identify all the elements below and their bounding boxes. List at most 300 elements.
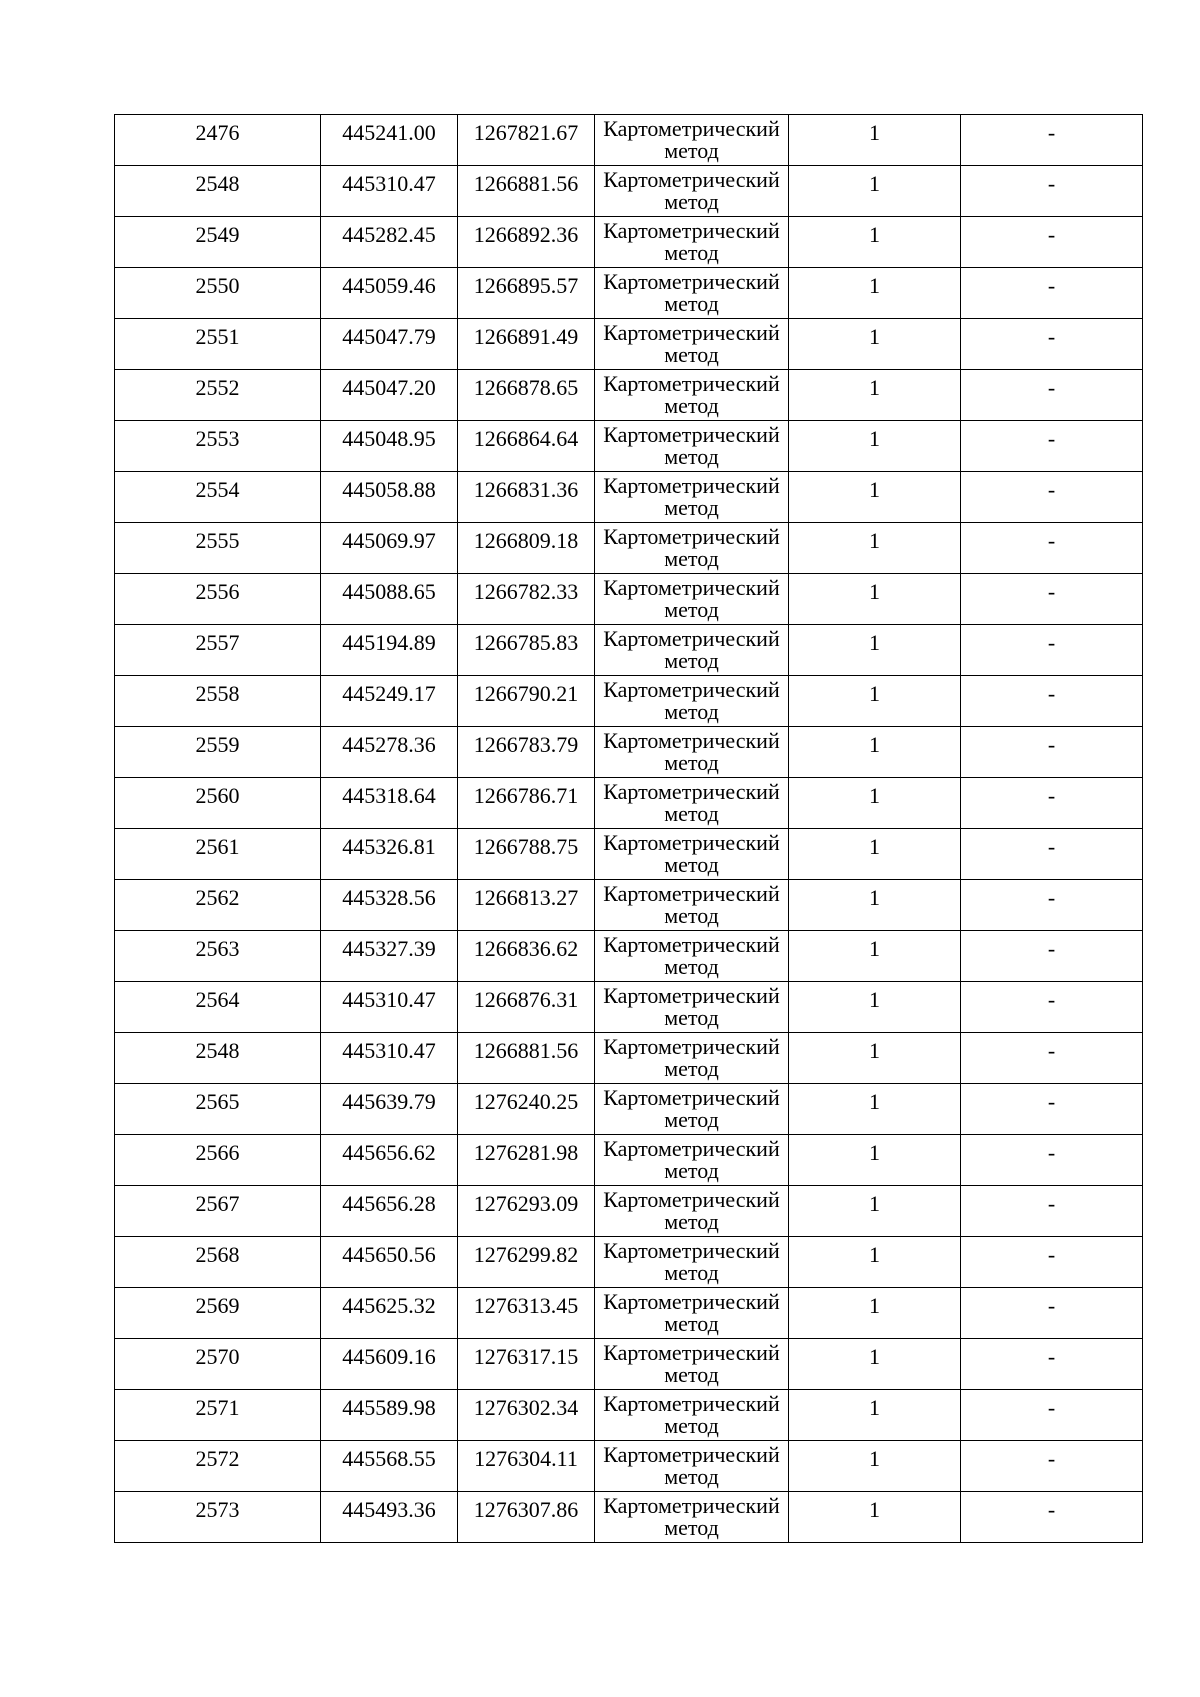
method-line-1: Картометрический	[603, 218, 780, 243]
note-cell-value: -	[1047, 1038, 1056, 1063]
x-coordinate-cell-value: 445047.20	[342, 375, 436, 400]
note-cell-value: -	[1047, 1191, 1056, 1216]
accuracy-cell-value: 1	[869, 630, 880, 655]
table-row	[115, 1186, 1143, 1237]
method-line-1: Картометрический	[603, 1034, 780, 1059]
x-coordinate-cell	[321, 1441, 458, 1492]
coordinates-table	[114, 114, 1143, 1543]
y-coordinate-cell-value: 1266786.71	[473, 783, 579, 808]
note-cell-value: -	[1047, 783, 1056, 808]
x-coordinate-cell	[321, 523, 458, 574]
method-line-1: Картометрический	[603, 1289, 780, 1314]
point-number-cell-value: 2567	[195, 1191, 240, 1216]
point-number-cell-value: 2562	[195, 885, 240, 910]
note-cell	[961, 1186, 1143, 1237]
accuracy-cell-value: 1	[869, 1293, 880, 1318]
table-row	[115, 574, 1143, 625]
method-line-1: Картометрический	[603, 269, 780, 294]
accuracy-cell-value: 1	[869, 477, 880, 502]
method-cell	[595, 523, 789, 574]
method-line-1: Картометрический	[603, 1136, 780, 1161]
x-coordinate-cell	[321, 1492, 458, 1543]
accuracy-cell	[789, 880, 961, 931]
method-line-1: Картометрический	[603, 116, 780, 141]
method-cell	[595, 778, 789, 829]
method-cell	[595, 574, 789, 625]
point-number-cell-value: 2551	[195, 324, 240, 349]
method-cell	[595, 676, 789, 727]
method-line-2: метод	[664, 495, 719, 520]
note-cell	[961, 778, 1143, 829]
y-coordinate-cell-value: 1276281.98	[473, 1140, 579, 1165]
accuracy-cell	[789, 676, 961, 727]
table-row	[115, 829, 1143, 880]
method-line-1: Картометрический	[603, 932, 780, 957]
point-number-cell-value: 2570	[195, 1344, 240, 1369]
y-coordinate-cell	[458, 1237, 595, 1288]
x-coordinate-cell	[321, 1084, 458, 1135]
y-coordinate-cell	[458, 1084, 595, 1135]
y-coordinate-cell	[458, 574, 595, 625]
accuracy-cell-value: 1	[869, 681, 880, 706]
table-row	[115, 1441, 1143, 1492]
note-cell	[961, 268, 1143, 319]
point-number-cell	[115, 319, 321, 370]
y-coordinate-cell	[458, 421, 595, 472]
method-cell	[595, 1135, 789, 1186]
note-cell	[961, 523, 1143, 574]
method-line-1: Картометрический	[603, 371, 780, 396]
table-row	[115, 166, 1143, 217]
method-line-1: Картометрический	[603, 1391, 780, 1416]
x-coordinate-cell	[321, 115, 458, 166]
note-cell-value: -	[1047, 681, 1056, 706]
method-cell	[595, 1339, 789, 1390]
method-cell	[595, 1492, 789, 1543]
note-cell	[961, 1033, 1143, 1084]
accuracy-cell	[789, 319, 961, 370]
accuracy-cell-value: 1	[869, 1140, 880, 1165]
accuracy-cell	[789, 727, 961, 778]
x-coordinate-cell	[321, 676, 458, 727]
x-coordinate-cell-value: 445249.17	[342, 681, 436, 706]
point-number-cell	[115, 625, 321, 676]
note-cell-value: -	[1047, 426, 1056, 451]
note-cell	[961, 1135, 1143, 1186]
method-cell	[595, 217, 789, 268]
accuracy-cell	[789, 982, 961, 1033]
point-number-cell-value: 2557	[195, 630, 240, 655]
accuracy-cell-value: 1	[869, 783, 880, 808]
y-coordinate-cell-value: 1276307.86	[473, 1497, 579, 1522]
note-cell	[961, 370, 1143, 421]
x-coordinate-cell	[321, 1339, 458, 1390]
x-coordinate-cell-value: 445278.36	[342, 732, 436, 757]
table-row	[115, 1237, 1143, 1288]
y-coordinate-cell	[458, 472, 595, 523]
x-coordinate-cell-value: 445318.64	[342, 783, 436, 808]
note-cell-value: -	[1047, 936, 1056, 961]
method-line-1: Картометрический	[603, 1442, 780, 1467]
accuracy-cell-value: 1	[869, 1089, 880, 1114]
point-number-cell	[115, 1033, 321, 1084]
method-cell	[595, 421, 789, 472]
accuracy-cell-value: 1	[869, 885, 880, 910]
table-row	[115, 1339, 1143, 1390]
method-cell	[595, 115, 789, 166]
x-coordinate-cell-value: 445194.89	[342, 630, 436, 655]
point-number-cell	[115, 880, 321, 931]
point-number-cell-value: 2571	[195, 1395, 240, 1420]
y-coordinate-cell	[458, 931, 595, 982]
note-cell	[961, 829, 1143, 880]
x-coordinate-cell	[321, 1186, 458, 1237]
point-number-cell	[115, 115, 321, 166]
y-coordinate-cell-value: 1266895.57	[473, 273, 579, 298]
y-coordinate-cell	[458, 1492, 595, 1543]
y-coordinate-cell	[458, 166, 595, 217]
x-coordinate-cell	[321, 1288, 458, 1339]
method-line-2: метод	[664, 1209, 719, 1234]
coordinates-table-body	[115, 115, 1143, 1543]
method-line-2: метод	[664, 138, 719, 163]
note-cell-value: -	[1047, 1089, 1056, 1114]
method-line-1: Картометрический	[603, 830, 780, 855]
point-number-cell-value: 2548	[195, 1038, 240, 1063]
note-cell-value: -	[1047, 1497, 1056, 1522]
x-coordinate-cell	[321, 217, 458, 268]
method-line-1: Картометрический	[603, 1085, 780, 1110]
table-row	[115, 625, 1143, 676]
accuracy-cell-value: 1	[869, 528, 880, 553]
y-coordinate-cell-value: 1266864.64	[473, 426, 579, 451]
note-cell-value: -	[1047, 1140, 1056, 1165]
note-cell-value: -	[1047, 834, 1056, 859]
y-coordinate-cell	[458, 880, 595, 931]
point-number-cell	[115, 268, 321, 319]
x-coordinate-cell	[321, 1237, 458, 1288]
x-coordinate-cell-value: 445327.39	[342, 936, 436, 961]
accuracy-cell	[789, 1135, 961, 1186]
x-coordinate-cell	[321, 421, 458, 472]
x-coordinate-cell-value: 445059.46	[342, 273, 436, 298]
x-coordinate-cell-value: 445656.28	[342, 1191, 436, 1216]
y-coordinate-cell	[458, 625, 595, 676]
y-coordinate-cell	[458, 1186, 595, 1237]
method-line-1: Картометрический	[603, 626, 780, 651]
accuracy-cell	[789, 268, 961, 319]
method-line-2: метод	[664, 1515, 719, 1540]
accuracy-cell-value: 1	[869, 273, 880, 298]
method-line-2: метод	[664, 801, 719, 826]
accuracy-cell	[789, 625, 961, 676]
point-number-cell-value: 2560	[195, 783, 240, 808]
table-row	[115, 778, 1143, 829]
method-line-2: метод	[664, 954, 719, 979]
y-coordinate-cell	[458, 1288, 595, 1339]
y-coordinate-cell-value: 1266788.75	[473, 834, 579, 859]
method-line-2: метод	[664, 189, 719, 214]
x-coordinate-cell-value: 445493.36	[342, 1497, 436, 1522]
accuracy-cell-value: 1	[869, 579, 880, 604]
method-cell	[595, 370, 789, 421]
method-line-1: Картометрический	[603, 983, 780, 1008]
method-cell	[595, 1441, 789, 1492]
table-row	[115, 676, 1143, 727]
note-cell	[961, 1288, 1143, 1339]
point-number-cell-value: 2569	[195, 1293, 240, 1318]
table-row	[115, 1390, 1143, 1441]
method-line-2: метод	[664, 546, 719, 571]
point-number-cell-value: 2564	[195, 987, 240, 1012]
accuracy-cell	[789, 115, 961, 166]
point-number-cell	[115, 1441, 321, 1492]
accuracy-cell-value: 1	[869, 171, 880, 196]
note-cell-value: -	[1047, 630, 1056, 655]
point-number-cell	[115, 166, 321, 217]
accuracy-cell-value: 1	[869, 120, 880, 145]
x-coordinate-cell-value: 445639.79	[342, 1089, 436, 1114]
point-number-cell-value: 2553	[195, 426, 240, 451]
point-number-cell	[115, 982, 321, 1033]
note-cell	[961, 1492, 1143, 1543]
x-coordinate-cell	[321, 931, 458, 982]
method-cell	[595, 1288, 789, 1339]
y-coordinate-cell-value: 1266809.18	[473, 528, 579, 553]
method-line-1: Картометрический	[603, 728, 780, 753]
note-cell-value: -	[1047, 1344, 1056, 1369]
point-number-cell-value: 2476	[195, 120, 240, 145]
point-number-cell-value: 2559	[195, 732, 240, 757]
note-cell	[961, 727, 1143, 778]
method-line-2: метод	[664, 1056, 719, 1081]
x-coordinate-cell-value: 445088.65	[342, 579, 436, 604]
point-number-cell-value: 2573	[195, 1497, 240, 1522]
method-line-2: метод	[664, 393, 719, 418]
x-coordinate-cell-value: 445069.97	[342, 528, 436, 553]
point-number-cell	[115, 676, 321, 727]
table-row	[115, 472, 1143, 523]
method-cell	[595, 829, 789, 880]
table-row	[115, 217, 1143, 268]
point-number-cell-value: 2563	[195, 936, 240, 961]
x-coordinate-cell-value: 445282.45	[342, 222, 436, 247]
table-row	[115, 1135, 1143, 1186]
point-number-cell-value: 2550	[195, 273, 240, 298]
point-number-cell-value: 2561	[195, 834, 240, 859]
method-cell	[595, 472, 789, 523]
note-cell-value: -	[1047, 885, 1056, 910]
note-cell-value: -	[1047, 1395, 1056, 1420]
point-number-cell	[115, 1288, 321, 1339]
accuracy-cell	[789, 1492, 961, 1543]
note-cell-value: -	[1047, 1446, 1056, 1471]
method-line-2: метод	[664, 1362, 719, 1387]
method-line-1: Картометрический	[603, 473, 780, 498]
table-row	[115, 1492, 1143, 1543]
method-line-2: метод	[664, 750, 719, 775]
method-line-1: Картометрический	[603, 575, 780, 600]
point-number-cell	[115, 370, 321, 421]
note-cell	[961, 1339, 1143, 1390]
y-coordinate-cell	[458, 982, 595, 1033]
method-cell	[595, 625, 789, 676]
y-coordinate-cell	[458, 778, 595, 829]
note-cell-value: -	[1047, 273, 1056, 298]
point-number-cell	[115, 1492, 321, 1543]
method-line-1: Картометрический	[603, 677, 780, 702]
accuracy-cell-value: 1	[869, 1191, 880, 1216]
y-coordinate-cell	[458, 523, 595, 574]
point-number-cell-value: 2572	[195, 1446, 240, 1471]
y-coordinate-cell	[458, 1135, 595, 1186]
x-coordinate-cell-value: 445650.56	[342, 1242, 436, 1267]
y-coordinate-cell-value: 1276304.11	[474, 1446, 578, 1471]
accuracy-cell-value: 1	[869, 1344, 880, 1369]
note-cell-value: -	[1047, 375, 1056, 400]
note-cell-value: -	[1047, 1242, 1056, 1267]
accuracy-cell	[789, 166, 961, 217]
y-coordinate-cell-value: 1266876.31	[473, 987, 579, 1012]
point-number-cell-value: 2565	[195, 1089, 240, 1114]
note-cell	[961, 982, 1143, 1033]
point-number-cell	[115, 1135, 321, 1186]
method-line-2: метод	[664, 597, 719, 622]
note-cell	[961, 931, 1143, 982]
y-coordinate-cell-value: 1266790.21	[473, 681, 579, 706]
method-line-2: метод	[664, 852, 719, 877]
x-coordinate-cell-value: 445310.47	[342, 171, 436, 196]
note-cell	[961, 319, 1143, 370]
accuracy-cell-value: 1	[869, 936, 880, 961]
accuracy-cell-value: 1	[869, 222, 880, 247]
point-number-cell	[115, 1186, 321, 1237]
point-number-cell-value: 2566	[195, 1140, 240, 1165]
note-cell-value: -	[1047, 477, 1056, 502]
table-row	[115, 880, 1143, 931]
x-coordinate-cell	[321, 1033, 458, 1084]
table-row	[115, 523, 1143, 574]
method-line-2: метод	[664, 1464, 719, 1489]
method-cell	[595, 1237, 789, 1288]
note-cell	[961, 676, 1143, 727]
y-coordinate-cell	[458, 676, 595, 727]
point-number-cell	[115, 931, 321, 982]
method-cell	[595, 1084, 789, 1135]
x-coordinate-cell	[321, 370, 458, 421]
point-number-cell-value: 2549	[195, 222, 240, 247]
method-line-2: метод	[664, 444, 719, 469]
x-coordinate-cell-value: 445310.47	[342, 987, 436, 1012]
x-coordinate-cell	[321, 472, 458, 523]
point-number-cell-value: 2558	[195, 681, 240, 706]
x-coordinate-cell	[321, 1135, 458, 1186]
method-cell	[595, 931, 789, 982]
method-line-2: метод	[664, 1260, 719, 1285]
accuracy-cell-value: 1	[869, 834, 880, 859]
accuracy-cell-value: 1	[869, 1497, 880, 1522]
y-coordinate-cell-value: 1276240.25	[473, 1089, 579, 1114]
method-cell	[595, 880, 789, 931]
y-coordinate-cell-value: 1266891.49	[473, 324, 579, 349]
x-coordinate-cell	[321, 880, 458, 931]
accuracy-cell	[789, 1186, 961, 1237]
note-cell-value: -	[1047, 1293, 1056, 1318]
point-number-cell	[115, 1237, 321, 1288]
method-line-1: Картометрический	[603, 1340, 780, 1365]
y-coordinate-cell-value: 1266783.79	[473, 732, 579, 757]
x-coordinate-cell-value: 445609.16	[342, 1344, 436, 1369]
accuracy-cell	[789, 1084, 961, 1135]
x-coordinate-cell	[321, 268, 458, 319]
note-cell	[961, 880, 1143, 931]
y-coordinate-cell	[458, 1033, 595, 1084]
note-cell	[961, 574, 1143, 625]
x-coordinate-cell-value: 445048.95	[342, 426, 436, 451]
note-cell	[961, 625, 1143, 676]
table-row	[115, 1033, 1143, 1084]
x-coordinate-cell-value: 445058.88	[342, 477, 436, 502]
y-coordinate-cell	[458, 268, 595, 319]
y-coordinate-cell-value: 1266881.56	[473, 1038, 579, 1063]
method-line-1: Картометрический	[603, 422, 780, 447]
table-row	[115, 727, 1143, 778]
x-coordinate-cell	[321, 829, 458, 880]
table-row	[115, 931, 1143, 982]
method-cell	[595, 1186, 789, 1237]
note-cell-value: -	[1047, 324, 1056, 349]
accuracy-cell	[789, 1237, 961, 1288]
method-line-2: метод	[664, 1311, 719, 1336]
method-line-2: метод	[664, 903, 719, 928]
accuracy-cell-value: 1	[869, 1395, 880, 1420]
accuracy-cell-value: 1	[869, 987, 880, 1012]
point-number-cell	[115, 829, 321, 880]
note-cell-value: -	[1047, 222, 1056, 247]
accuracy-cell	[789, 421, 961, 472]
point-number-cell-value: 2556	[195, 579, 240, 604]
y-coordinate-cell-value: 1276293.09	[473, 1191, 579, 1216]
point-number-cell	[115, 727, 321, 778]
method-line-2: метод	[664, 1005, 719, 1030]
method-line-2: метод	[664, 1158, 719, 1183]
y-coordinate-cell-value: 1266881.56	[473, 171, 579, 196]
method-line-1: Картометрический	[603, 1493, 780, 1518]
point-number-cell-value: 2555	[195, 528, 240, 553]
point-number-cell	[115, 1390, 321, 1441]
note-cell	[961, 1441, 1143, 1492]
x-coordinate-cell	[321, 625, 458, 676]
y-coordinate-cell-value: 1276299.82	[473, 1242, 579, 1267]
method-line-1: Картометрический	[603, 524, 780, 549]
point-number-cell-value: 2548	[195, 171, 240, 196]
y-coordinate-cell	[458, 370, 595, 421]
y-coordinate-cell	[458, 1339, 595, 1390]
y-coordinate-cell	[458, 727, 595, 778]
accuracy-cell-value: 1	[869, 732, 880, 757]
method-line-1: Картометрический	[603, 779, 780, 804]
note-cell-value: -	[1047, 528, 1056, 553]
y-coordinate-cell-value: 1266785.83	[473, 630, 579, 655]
method-cell	[595, 982, 789, 1033]
method-cell	[595, 727, 789, 778]
method-line-2: метод	[664, 699, 719, 724]
accuracy-cell	[789, 1339, 961, 1390]
method-cell	[595, 1033, 789, 1084]
note-cell	[961, 217, 1143, 268]
method-line-1: Картометрический	[603, 1238, 780, 1263]
y-coordinate-cell-value: 1266892.36	[473, 222, 579, 247]
